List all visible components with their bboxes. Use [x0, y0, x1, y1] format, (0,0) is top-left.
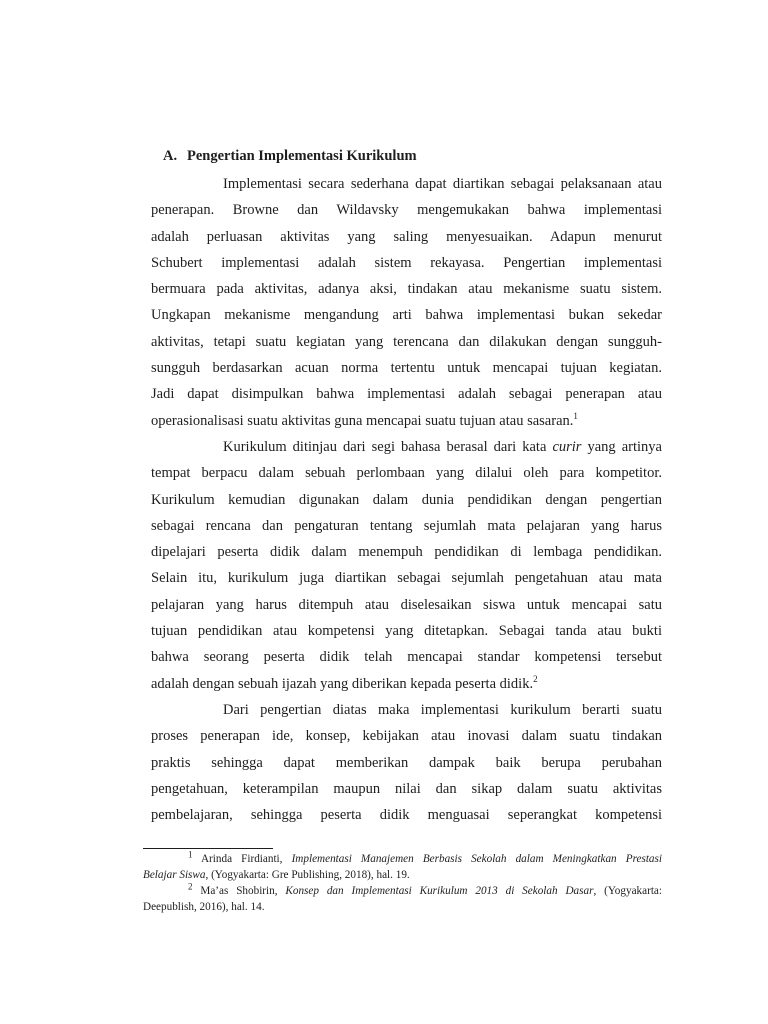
section-title: Pengertian Implementasi Kurikulum	[187, 148, 417, 164]
text-line: Selain itu, kurikulum juga diartikan sebagai sejumlah pengetahuan atau mata	[151, 570, 662, 587]
paragraph-1	[151, 171, 662, 434]
footnote-line	[143, 883, 662, 899]
text-line: Schubert implementasi adalah sistem rekayasa. Pengertian implementasi	[151, 254, 662, 271]
text-line: tempat berpacu dalam sebuah perlombaan yang dilalui oleh para kompetitor.	[151, 465, 662, 482]
text-line: sebagai rencana dan pengaturan tentang sejumlah mata pelajaran yang harus	[151, 517, 662, 534]
text-line: aktivitas, tetapi suatu kegiatan yang terencana dan dilakukan dengan sungguh-	[151, 333, 662, 350]
footnote-line: Deepublish, 2016), hal. 14.	[143, 901, 265, 913]
text-line	[187, 434, 662, 460]
text-line: praktis sehingga dapat memberikan dampak baik berupa perubahan	[151, 754, 662, 771]
footnote-ref-1[interactable]: 1	[573, 410, 578, 421]
text-line: proses penerapan ide, konsep, kebijakan atau inovasi dalam suatu tindakan	[151, 728, 662, 745]
text-line: Jadi dapat disimpulkan bahwa implementasi adalah sebagai penerapan atau	[151, 386, 662, 403]
footnote-publisher: , (Yogyakarta:	[593, 885, 662, 897]
text-line: tujuan pendidikan atau kompetensi yang ditetapkan. Sebagai tanda atau bukti	[151, 623, 662, 640]
footnote-number: 1	[188, 849, 193, 860]
text-line: dipelajari peserta didik dalam menempuh pendidikan di lembaga pendidikan.	[151, 544, 662, 561]
text-line: bahwa seorang peserta didik telah mencapai standar kompetensi tersebut	[151, 649, 662, 666]
text-line: pengetahuan, keterampilan maupun nilai dan sikap dalam suatu aktivitas	[151, 780, 662, 797]
text-line: bermuara pada aktivitas, adanya aksi, tindakan atau mekanisme suatu sistem.	[151, 281, 662, 298]
text-line: Ungkapan mekanisme mengandung arti bahwa implementasi bukan sekedar	[151, 307, 662, 324]
text-line: Dari pengertian diatas maka implementasi kurikulum berarti suatu	[223, 701, 662, 718]
body-text	[151, 171, 662, 828]
footnote-author: Arinda Firdianti,	[192, 853, 292, 865]
text-segment: yang artinya	[581, 438, 662, 455]
text-line: adalah perluasan aktivitas yang saling menyesuaikan. Adapun menurut	[151, 228, 662, 245]
footnote-title: Konsep dan Implementasi Kurikulum 2013 di Sekolah Dasar	[285, 885, 594, 897]
footnote-title: Implementasi Manajemen Berbasis Sekolah dalam Meningkatkan Prestasi	[291, 853, 662, 865]
footnotes	[143, 851, 662, 915]
footnote-publisher: , (Yogyakarta: Gre Publishing, 2018), hal. 19.	[205, 869, 410, 881]
footnote-number: 2	[188, 881, 193, 892]
footnote-line	[143, 867, 662, 883]
text-line: pembelajaran, sehingga peserta didik menguasai seperangkat kompetensi	[151, 807, 662, 824]
text-line: sungguh berdasarkan acuan norma tertentu untuk mencapai tujuan kegiatan.	[151, 360, 662, 377]
footnote-title: Belajar Siswa	[143, 869, 206, 881]
footnote-ref-2[interactable]: 2	[533, 673, 538, 684]
footnote-line	[143, 851, 662, 867]
footnote-divider	[143, 848, 273, 849]
text-line: penerapan. Browne dan Wildavsky mengemukakan bahwa implementasi	[151, 202, 662, 219]
text-line-content: adalah dengan sebuah ijazah yang diberikan kepada peserta didik.	[151, 675, 534, 692]
text-line	[151, 408, 662, 434]
footnote-1	[143, 851, 662, 883]
text-line: Kurikulum kemudian digunakan dalam dunia pendidikan dengan pengertian	[151, 491, 662, 508]
section-heading	[163, 146, 417, 166]
paragraph-3	[151, 697, 662, 828]
italic-term: curir	[552, 438, 582, 455]
footnote-2	[143, 883, 662, 915]
text-line-content: operasionalisasi suatu aktivitas guna mencapai suatu tujuan atau sasaran.	[151, 412, 574, 429]
section-letter: A.	[163, 148, 178, 164]
text-line: pelajaran yang harus ditempuh atau diselesaikan siswa untuk mencapai satu	[151, 596, 662, 613]
footnote-author: Ma’as Shobirin,	[192, 885, 286, 897]
text-line	[151, 671, 662, 697]
text-segment: Kurikulum ditinjau dari segi bahasa berasal dari kata	[223, 438, 553, 455]
paragraph-2	[151, 434, 662, 697]
text-line: Implementasi secara sederhana dapat diartikan sebagai pelaksanaan atau	[223, 176, 662, 192]
